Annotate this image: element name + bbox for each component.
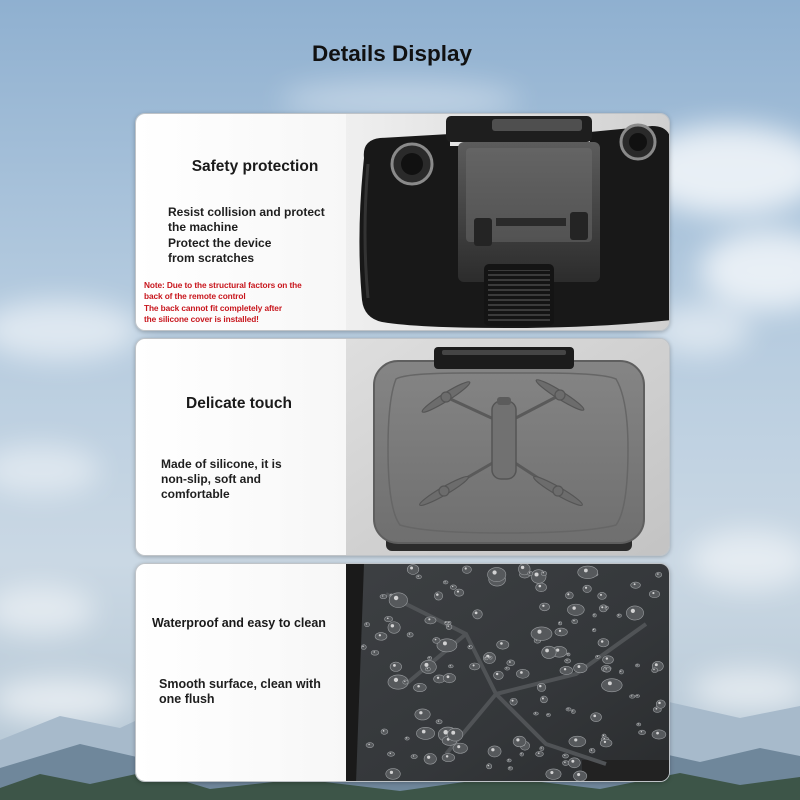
water-droplet — [630, 695, 635, 699]
water-droplet-highlight — [506, 667, 507, 668]
water-droplet-highlight — [520, 671, 523, 674]
water-droplet-highlight — [509, 767, 510, 768]
feature-line: non-slip, soft and — [161, 472, 261, 486]
water-droplet — [565, 592, 573, 599]
water-droplet-highlight — [631, 695, 632, 696]
water-droplet-highlight — [500, 642, 503, 645]
water-droplet-highlight — [419, 711, 422, 714]
water-droplet — [540, 696, 547, 703]
water-droplet — [403, 680, 408, 684]
silicone-cover-back-photo — [346, 114, 670, 330]
water-droplet-highlight — [603, 735, 604, 736]
water-droplet — [566, 708, 571, 711]
water-droplet-highlight — [362, 646, 363, 647]
water-droplet — [598, 639, 609, 647]
water-droplet — [589, 748, 595, 753]
water-droplet-highlight — [547, 714, 548, 715]
water-droplet — [485, 657, 489, 660]
water-droplet-highlight — [436, 593, 439, 596]
water-droplet — [407, 565, 419, 575]
water-droplet-highlight — [606, 607, 607, 608]
water-droplet — [388, 622, 400, 634]
page-title: Details Display — [311, 41, 473, 66]
water-droplet-highlight — [475, 611, 478, 614]
water-droplet-highlight — [394, 678, 398, 682]
note-line: The back cannot fit completely after — [144, 303, 282, 313]
water-droplet-highlight — [542, 697, 544, 699]
water-droplet — [407, 632, 413, 637]
feature-line: Resist collision and protect — [168, 205, 325, 219]
water-droplet-highlight — [521, 753, 522, 754]
water-droplet-highlight — [543, 572, 544, 573]
panel-delicate-touch — [135, 338, 670, 556]
water-droplet-highlight — [656, 732, 659, 735]
panel-heading: Delicate touch — [186, 395, 292, 412]
water-droplet — [595, 655, 600, 658]
water-droplet — [425, 617, 436, 624]
water-droplet-highlight — [485, 657, 486, 658]
water-droplet — [443, 673, 455, 682]
water-droplet — [415, 709, 430, 720]
feature-line: comfortable — [161, 487, 230, 501]
water-droplet — [560, 666, 573, 674]
water-droplet — [536, 583, 547, 592]
water-droplet — [436, 720, 442, 724]
water-droplet — [375, 633, 387, 641]
water-droplet-highlight — [379, 634, 381, 636]
water-droplet — [488, 568, 506, 582]
water-droplet — [462, 566, 471, 573]
water-droplet — [427, 656, 431, 660]
water-droplet — [562, 754, 568, 758]
water-droplet — [508, 767, 513, 770]
water-droplet — [468, 645, 472, 649]
water-droplet — [411, 755, 417, 759]
water-droplet-highlight — [539, 585, 542, 588]
panel-text — [136, 114, 346, 330]
water-droplet — [442, 753, 455, 761]
water-droplet — [389, 593, 407, 608]
water-droplet-highlight — [446, 755, 448, 757]
water-droplet-highlight — [447, 625, 449, 627]
water-droplet — [473, 610, 483, 619]
water-droplet-highlight — [542, 605, 544, 607]
water-droplet — [562, 761, 568, 766]
feature-line: from scratches — [168, 251, 255, 265]
water-droplet-highlight — [577, 773, 580, 776]
water-droplet-highlight — [567, 708, 568, 709]
water-droplet-highlight — [450, 665, 451, 666]
water-droplet-highlight — [529, 572, 530, 573]
water-droplet — [453, 743, 467, 753]
water-droplet — [443, 581, 448, 584]
water-droplet-highlight — [469, 646, 470, 647]
water-droplet-highlight — [537, 630, 541, 634]
water-droplet — [571, 710, 575, 714]
water-droplet — [603, 656, 614, 664]
water-droplet — [572, 619, 578, 624]
water-droplet — [652, 668, 658, 673]
water-droplet-highlight — [428, 618, 430, 620]
water-droplet — [413, 683, 426, 691]
water-droplet-highlight — [516, 738, 519, 741]
water-droplet-highlight — [653, 669, 654, 670]
water-droplet-highlight — [383, 730, 385, 732]
water-droplet — [454, 589, 464, 596]
panel-waterproof — [135, 563, 670, 782]
water-droplet-highlight — [591, 749, 592, 750]
water-droplet-highlight — [373, 651, 374, 652]
water-droplet-highlight — [443, 641, 447, 645]
water-droplet — [470, 663, 480, 670]
water-droplet — [592, 628, 596, 631]
water-droplet-highlight — [393, 664, 396, 667]
water-droplet-highlight — [577, 665, 580, 668]
water-droplet-highlight — [368, 744, 370, 746]
water-droplet — [542, 646, 556, 658]
water-droplet — [637, 723, 641, 726]
water-droplet-highlight — [410, 567, 413, 570]
water-droplet — [652, 730, 666, 739]
water-droplet — [516, 669, 529, 678]
water-droplet-highlight — [538, 752, 540, 754]
water-droplet-highlight — [572, 606, 575, 609]
water-droplet-highlight — [564, 762, 565, 763]
water-droplet-highlight — [564, 755, 565, 756]
water-droplet — [450, 585, 456, 590]
water-droplet — [568, 758, 580, 768]
feature-line: Protect the device — [168, 236, 272, 250]
water-droplet — [605, 606, 608, 609]
water-droplet — [486, 764, 491, 769]
water-droplet-highlight — [631, 609, 635, 613]
water-droplet-highlight — [366, 623, 367, 624]
feature-line: Smooth surface, clean with — [159, 677, 321, 691]
water-droplet — [386, 769, 401, 780]
water-droplet-highlight — [496, 673, 498, 675]
water-droplet-highlight — [438, 721, 439, 722]
water-droplet-highlight — [492, 570, 496, 574]
water-droplet-highlight — [652, 592, 654, 594]
water-droplet-highlight — [655, 663, 658, 666]
water-droplet-highlight — [451, 731, 455, 735]
water-droplet — [528, 571, 533, 575]
water-droplet-highlight — [465, 567, 467, 569]
panel-text — [136, 564, 346, 781]
water-droplet — [536, 751, 544, 756]
water-droplet — [626, 606, 643, 620]
silicone-cover-front-photo — [346, 339, 670, 555]
water-droplet-highlight — [406, 737, 407, 738]
wet-surface-photo — [346, 564, 670, 781]
water-droplet-highlight — [427, 756, 430, 759]
water-droplet — [507, 660, 515, 666]
water-droplet — [381, 729, 388, 734]
water-droplet — [510, 698, 517, 705]
water-droplet-highlight — [418, 576, 419, 577]
water-droplet-highlight — [606, 657, 608, 659]
water-droplet — [656, 572, 662, 577]
water-droplet-highlight — [422, 730, 426, 734]
water-droplet — [534, 712, 539, 715]
water-droplet-highlight — [574, 738, 577, 741]
water-droplet — [371, 650, 379, 655]
water-droplet-highlight — [509, 661, 511, 663]
water-droplet-highlight — [437, 677, 439, 679]
water-droplet — [574, 663, 587, 673]
water-droplet — [505, 667, 510, 670]
water-droplet-highlight — [573, 620, 574, 621]
water-droplet-highlight — [534, 572, 538, 576]
water-droplet — [602, 679, 623, 692]
water-droplet-highlight — [413, 755, 414, 756]
water-droplet-highlight — [387, 617, 389, 619]
water-droplet-highlight — [488, 765, 490, 767]
feature-line: one flush — [159, 692, 215, 706]
water-droplet — [488, 746, 501, 757]
water-droplet-highlight — [564, 668, 566, 670]
water-droplet-highlight — [382, 595, 383, 596]
water-droplet — [603, 667, 610, 672]
water-droplet — [598, 592, 607, 599]
water-droplet-highlight — [605, 668, 606, 669]
water-droplet — [558, 622, 561, 625]
water-droplet-highlight — [593, 629, 594, 630]
water-droplet-highlight — [634, 583, 636, 585]
water-droplet-highlight — [618, 615, 619, 616]
water-droplet-highlight — [429, 657, 430, 658]
water-droplet-highlight — [445, 622, 446, 623]
water-droplet-highlight — [539, 685, 541, 687]
water-droplet — [540, 747, 544, 751]
water-droplet-highlight — [566, 660, 567, 661]
note-line: Note: Due to the structural factors on the — [144, 280, 302, 290]
water-droplet-highlight — [435, 639, 437, 641]
panel-heading: Waterproof and easy to clean — [152, 616, 326, 630]
water-droplet — [489, 656, 492, 659]
water-droplet — [546, 713, 550, 716]
water-droplet-highlight — [556, 649, 559, 652]
water-droplet-highlight — [597, 656, 598, 657]
water-droplet-highlight — [638, 723, 639, 724]
water-droplet-highlight — [559, 622, 560, 623]
water-droplet — [567, 604, 584, 615]
water-droplet — [445, 621, 448, 624]
water-droplet — [567, 653, 570, 656]
water-droplet-highlight — [457, 590, 459, 592]
water-droplet — [635, 695, 639, 698]
water-droplet — [635, 664, 639, 667]
water-droplet — [366, 743, 374, 748]
water-droplet — [424, 753, 436, 764]
water-droplet-highlight — [508, 759, 509, 760]
water-droplet — [593, 614, 596, 617]
water-droplet — [617, 614, 622, 617]
water-droplet — [541, 571, 546, 576]
water-droplet-highlight — [572, 710, 573, 711]
water-droplet — [583, 585, 591, 592]
water-droplet — [619, 670, 623, 674]
feature-line: the machine — [168, 220, 239, 234]
water-droplet — [531, 627, 552, 640]
water-droplet-highlight — [658, 702, 661, 705]
water-droplet — [578, 566, 598, 579]
water-droplet-highlight — [593, 614, 594, 615]
water-droplet-highlight — [404, 681, 405, 682]
water-droplet-highlight — [424, 663, 428, 667]
water-droplet-highlight — [391, 624, 394, 627]
water-droplet — [497, 640, 509, 649]
water-droplet — [507, 759, 511, 762]
water-droplet — [434, 592, 442, 600]
water-droplet — [649, 590, 659, 597]
water-droplet — [513, 736, 526, 747]
water-droplet — [416, 575, 422, 579]
water-droplet — [387, 752, 394, 757]
water-droplet — [574, 771, 587, 781]
water-droplet — [385, 616, 393, 621]
water-droplet-highlight — [448, 622, 449, 623]
water-droplet-highlight — [535, 712, 536, 713]
panel-text — [136, 339, 346, 555]
water-droplet — [421, 660, 437, 673]
water-droplet — [537, 683, 546, 691]
water-droplet-highlight — [636, 695, 637, 696]
water-droplet — [405, 737, 409, 740]
water-droplet — [365, 623, 370, 627]
water-droplet-highlight — [473, 664, 475, 666]
water-droplet-highlight — [559, 630, 561, 632]
water-droplet-highlight — [636, 664, 637, 665]
water-droplet-highlight — [417, 685, 420, 688]
water-droplet-highlight — [550, 771, 553, 774]
water-droplet-highlight — [545, 649, 549, 653]
feature-line: Made of silicone, it is — [161, 457, 282, 471]
water-droplet — [446, 624, 452, 629]
water-droplet-highlight — [445, 581, 446, 582]
water-droplet — [600, 739, 612, 747]
water-droplet-highlight — [601, 640, 604, 643]
water-droplet — [631, 582, 641, 588]
water-droplet-highlight — [390, 771, 393, 774]
water-droplet-highlight — [657, 573, 659, 575]
water-droplet-highlight — [567, 653, 568, 654]
water-droplet — [565, 659, 571, 663]
water-droplet-highlight — [656, 708, 658, 710]
water-droplet — [569, 736, 586, 747]
water-droplet-highlight — [452, 586, 453, 587]
water-droplet-highlight — [641, 731, 642, 732]
water-droplet-highlight — [427, 668, 428, 669]
water-droplet-highlight — [409, 633, 410, 634]
water-droplet-highlight — [608, 681, 612, 685]
water-droplet-highlight — [457, 745, 460, 748]
water-droplet-highlight — [585, 587, 587, 589]
water-droplet — [520, 753, 524, 756]
water-droplet-highlight — [604, 741, 606, 743]
water-droplet-highlight — [593, 715, 596, 718]
water-droplet — [546, 769, 561, 779]
note-line: back of the remote control — [144, 291, 246, 301]
water-droplet — [540, 603, 550, 611]
water-droplet-highlight — [601, 606, 603, 608]
water-droplet-highlight — [600, 594, 602, 596]
water-droplet — [494, 671, 504, 679]
panel-safety-protection — [135, 113, 670, 331]
water-droplet-highlight — [584, 569, 588, 573]
water-droplet-highlight — [620, 671, 621, 672]
water-droplet-highlight — [490, 657, 491, 658]
water-droplet — [448, 665, 453, 668]
note-line: the silicone cover is installed! — [144, 314, 259, 324]
water-droplet — [656, 700, 665, 708]
water-droplet-highlight — [567, 593, 569, 595]
water-droplet — [425, 667, 430, 671]
water-droplet — [380, 594, 387, 598]
water-droplet-highlight — [571, 760, 574, 763]
water-droplet — [555, 628, 567, 636]
water-droplet — [433, 638, 440, 644]
water-droplet — [361, 645, 366, 650]
water-droplet — [416, 727, 434, 739]
water-droplet-highlight — [541, 747, 542, 748]
panel-heading: Safety protection — [191, 158, 319, 175]
water-droplet — [390, 662, 401, 671]
water-droplet-highlight — [491, 748, 494, 751]
water-droplet — [639, 730, 646, 734]
water-droplet-highlight — [447, 675, 450, 678]
water-droplet — [447, 728, 462, 741]
water-droplet-highlight — [394, 596, 398, 600]
water-droplet — [591, 713, 602, 722]
water-droplet-highlight — [390, 753, 391, 754]
water-droplet-highlight — [512, 700, 514, 702]
water-droplet-highlight — [521, 566, 524, 569]
